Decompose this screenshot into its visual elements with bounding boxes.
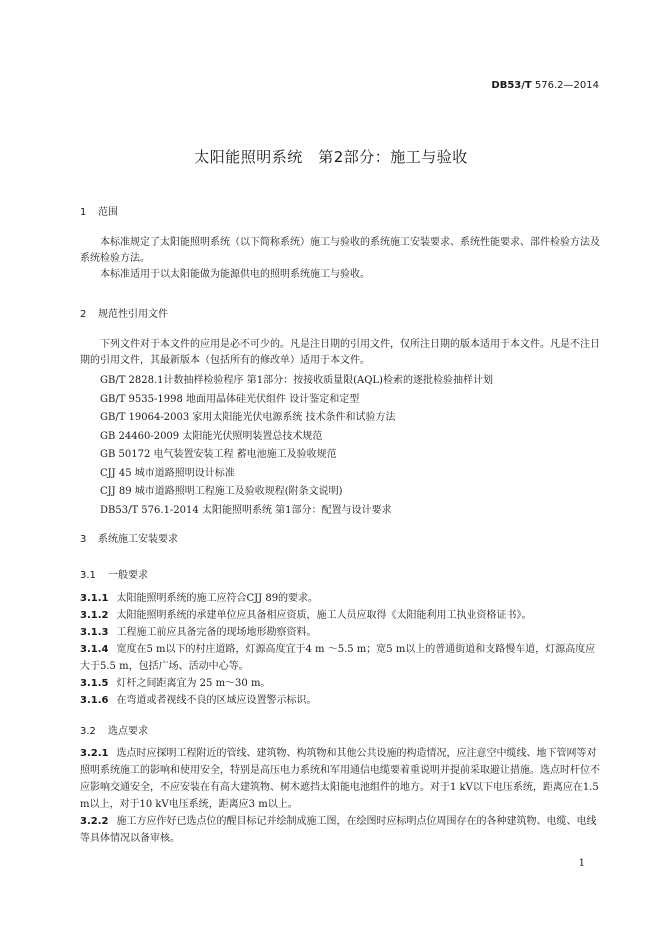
subsection-number: 3.1 — [80, 570, 96, 581]
clause-text: 施工方应作好已选点位的醒目标记并绘制成施工图，在绘图时应标明点位周围存在的各种建筑物、电缆、电线等具体情况以备审核。 — [80, 816, 597, 844]
subsection-title: 一般要求 — [108, 570, 148, 581]
section-heading-installation — [80, 530, 178, 545]
clause-text: 选点时应探明工程附近的管线、建筑物、构筑物和其他公共设施的构造情况，应注意空中缆线、地下管网等对照明系统施工的影响和使用安全，特别是高压电力系统和军用通信电缆要着重说明并提前采取避让措施。选点时杆位不应影响交通安全，不应安装在有高大建筑物、树木遮挡太阳能电池组件的地方。对于1 kV以下电压系统，距离应在1.5 m以上，对于10 kV电压系统，距离应3 m以上。 — [80, 748, 600, 810]
standard-code — [491, 80, 599, 91]
clause-text: 在弯道或者视线不良的区域应设置警示标识。 — [116, 695, 317, 706]
subsection-title: 选点要求 — [108, 726, 148, 737]
reference-item: CJJ 45 城市道路照明设计标准 — [100, 467, 235, 479]
standard-code-prefix: DB53/T — [491, 80, 532, 91]
clause — [80, 624, 600, 641]
subsection-heading-site — [80, 722, 148, 737]
reference-item: GB/T 9535-1998 地面用晶体硅光伏组件 设计鉴定和定型 — [100, 393, 360, 405]
clause-number: 3.1.4 — [80, 644, 109, 655]
reference-item: DB53/T 576.1-2014 太阳能照明系统 第1部分：配置与设计要求 — [100, 504, 392, 516]
clause-text: 灯杆之间距离宜为 25 m～30 m。 — [116, 678, 271, 689]
scope-body — [80, 235, 600, 283]
clause-number: 3.1.6 — [80, 695, 109, 706]
section-heading-scope — [80, 203, 118, 218]
reference-list — [100, 372, 493, 520]
subsection-heading-general — [80, 566, 148, 581]
section-title: 系统施工安装要求 — [98, 534, 178, 545]
clause-text: 宽度在5 m以下的村庄道路，灯源高度宜于4 m ～5.5 m；宽5 m以上的普通街道和支路慢车道，灯源高度应大于5.5 m，包括广场、活动中心等。 — [80, 644, 596, 672]
clause-number: 3.1.1 — [80, 593, 109, 604]
reference-item: GB 50172 电气装置安装工程 蓄电池施工及验收规范 — [100, 449, 337, 460]
references-intro — [80, 337, 600, 369]
clause — [80, 641, 600, 675]
clause-number: 3.1.3 — [80, 627, 109, 638]
clause — [80, 692, 600, 709]
clause — [80, 590, 600, 607]
clause — [80, 675, 600, 692]
reference-item: GB 24460-2009 太阳能光伏照明装置总技术规范 — [100, 430, 323, 442]
paragraph: 下列文件对于本文件的应用是必不可少的。凡是注日期的引用文件，仅所注日期的版本适用于本文件。凡是不注日期的引用文件，其最新版本（包括所有的修改单）适用于本文件。 — [80, 339, 600, 366]
section-heading-references — [80, 305, 168, 320]
section-title: 规范性引用文件 — [98, 309, 168, 320]
section-number: 1 — [80, 207, 87, 218]
clause-number: 3.2.1 — [80, 748, 109, 759]
page-number: 1 — [578, 858, 585, 869]
clause — [80, 607, 600, 624]
clause-text: 太阳能照明系统的施工应符合CJJ 89的要求。 — [116, 593, 319, 604]
clause-text: 太阳能照明系统的承建单位应具备相应资质，施工人员应取得《太阳能利用工执业资格证书》。 — [116, 610, 532, 621]
standard-code-number: 576.2—2014 — [531, 80, 599, 91]
reference-item: GB/T 19064-2003 家用太阳能光伏电源系统 技术条件和试验方法 — [100, 412, 396, 423]
clause-text: 工程施工前应具备完备的现场地形勘察资料。 — [116, 627, 317, 638]
paragraph: 本标准规定了太阳能照明系统（以下简称系统）施工与验收的系统施工安装要求、系统性能要求、部件检验方法及系统检验方法。 — [80, 237, 600, 264]
reference-item: GB/T 2828.1计数抽样检验程序 第1部分：按接收质量限(AQL)检索的逐批检验抽样计划 — [100, 375, 493, 386]
clause-number: 3.1.2 — [80, 610, 109, 621]
paragraph: 本标准适用于以太阳能做为能源供电的照明系统施工与验收。 — [100, 269, 370, 280]
section-title: 范围 — [98, 207, 118, 218]
subsection-number: 3.2 — [80, 726, 96, 737]
reference-item: CJJ 89 城市道路照明工程施工及验收规程(附条文说明) — [100, 486, 343, 497]
clause-number: 3.2.2 — [80, 816, 109, 827]
page-title: 太阳能照明系统 第2部分：施工与验收 — [194, 148, 468, 166]
section-number: 2 — [80, 309, 87, 320]
section-number: 3 — [80, 534, 87, 545]
clause — [80, 813, 600, 847]
clause — [80, 745, 600, 813]
clause-number: 3.1.5 — [80, 678, 109, 689]
